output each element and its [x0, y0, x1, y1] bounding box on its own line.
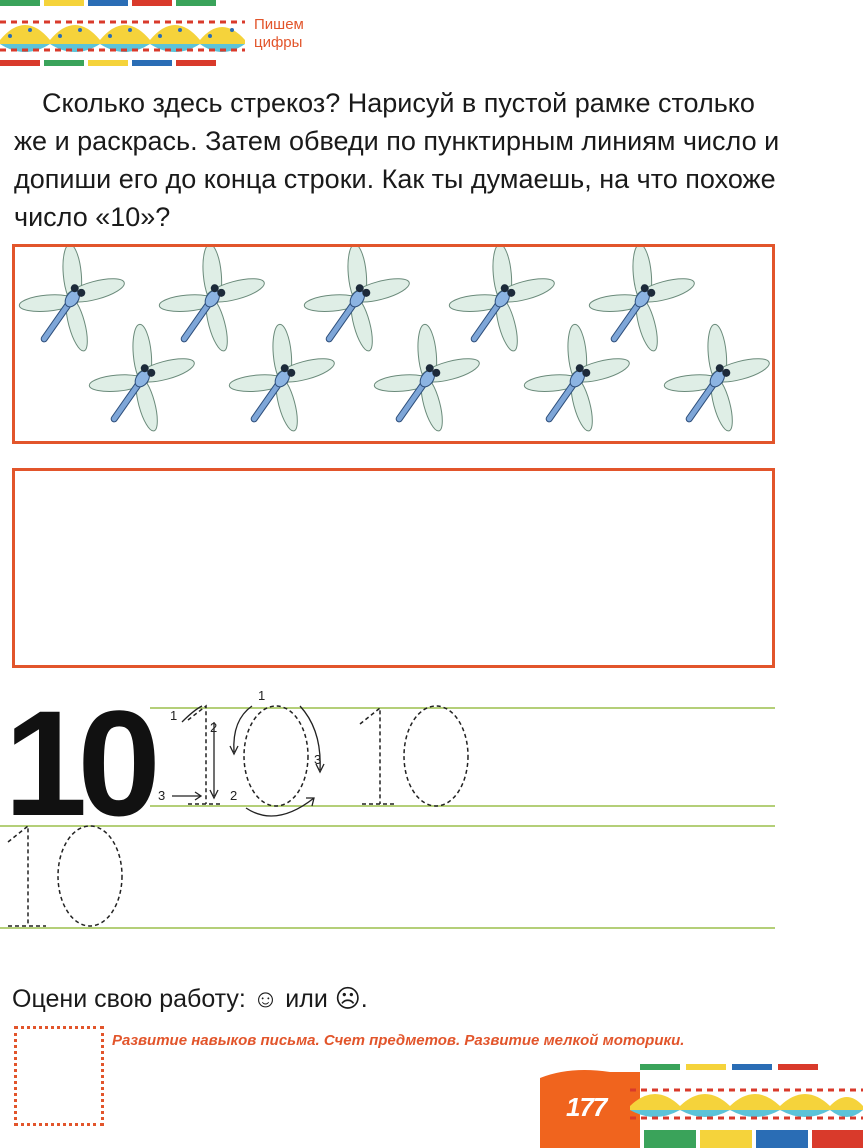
dragonfly-icon: [216, 313, 347, 441]
stroke-label: 2: [210, 720, 218, 735]
page-number: 177: [566, 1092, 607, 1122]
self-assessment-box[interactable]: [14, 1026, 104, 1126]
dragonfly-icon: [15, 247, 137, 367]
dragonfly-illustration: [15, 247, 772, 441]
dragonfly-icon: [146, 247, 277, 367]
top-decorative-banner: [0, 0, 245, 70]
section-title: Пишем цифры: [254, 16, 304, 51]
dragonfly-icon: [576, 247, 707, 367]
task-instructions: Сколько здесь стрекоз? Нарисуй в пустой рамке столько же и раскрась. Затем обведи по пунктирным линиям число и допиши его до конца строки. Как ты думаешь, на что похоже число «10»?: [14, 88, 780, 232]
dragonfly-frame: [12, 244, 775, 444]
stroke-label: 3: [314, 752, 322, 767]
stroke-label: 1: [258, 688, 266, 703]
drawing-frame[interactable]: [12, 468, 775, 668]
skills-footer-note: Развитие навыков письма. Счет предметов. Развитие мелкой моторики.: [112, 1032, 685, 1049]
stroke-label: 3: [158, 788, 166, 803]
stroke-label: 2: [230, 788, 238, 803]
dashed-digit-zero: [404, 706, 468, 806]
stroke-arrow: [246, 798, 314, 816]
big-number-ten: 10: [4, 679, 151, 847]
stroke-label: 1: [170, 708, 178, 723]
dragonfly-icon: [651, 313, 772, 441]
dragonfly-icon: [436, 247, 567, 367]
self-assessment-label: Оцени свою работу: ☺ или ☹.: [12, 985, 368, 1013]
dragonfly-icon: [291, 247, 422, 367]
dashed-digit-zero: [244, 706, 308, 806]
dragonfly-icon: [361, 313, 492, 441]
dashed-digit-one: [360, 708, 396, 804]
